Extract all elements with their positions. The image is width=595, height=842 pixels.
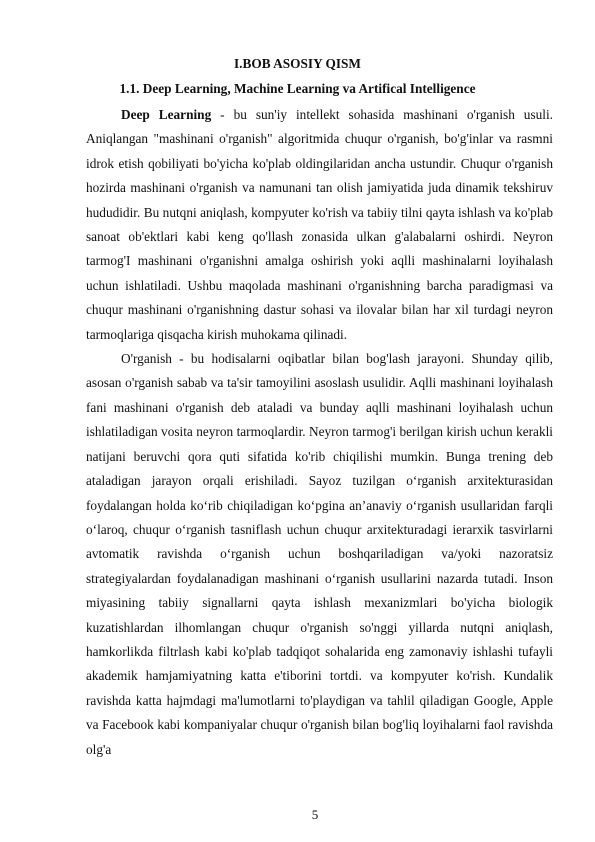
page-number: 5	[311, 807, 319, 822]
chapter-title: I.BOB ASOSIY QISM	[234, 56, 361, 71]
paragraph-2	[86, 347, 553, 762]
paragraph-1-text: - bu sun'iy intellekt sohasida mashinani o'rganish usuli. Aniqlangan "mashinani o'rganish" algoritmida chuqur o'rganish, bo'g'inlar va rasmni idrok etish qobiliyati bo'yicha ko'plab oldingilaridan ancha ustundir. Chuqur o'rganish hozirda mashinani o'rganish va namunani tan olish jamiyatida juda dinamik tekshiruv hududidir. Bu nutqni aniqlash, kompyuter ko'rish va tabiiy tilni qayta ishlash va ko'plab sanoat ob'ektlari kabi keng qo'llash zonasida ulkan g'alabalarni oshirdi. Neyron tarmog'I mashinani o'rganishni amalga oshirish yoki aqlli mashinalarni loyihalash uchun ishlatiladi. Ushbu maqolada mashinani o'rganishning barcha paradigmasi va chuqur mashinani o'rganishning dastur sohasi va ilovalar bilan har xil turdagi neyron tarmoqlariga qisqacha kirish muhokama qilinadi.	[86, 107, 553, 342]
paragraph-1	[86, 103, 553, 347]
body-text	[86, 103, 553, 762]
term-deep-learning: Deep Learning	[121, 107, 212, 122]
section-title: 1.1. Deep Learning, Machine Learning va Artifical Intelligence	[119, 81, 476, 96]
paragraph-2-text: O'rganish - bu hodisalarni oqibatlar bilan bog'lash jarayoni. Shunday qilib, asosan o'rganish sabab va ta'sir tamoyilini asoslash usulidir. Aqlli mashinani loyihalash fani mashinani o'rganish deb ataladi va bunday aqlli mashinani loyihalash uchun ishlatiladigan vosita neyron tarmoqlardir. Neyron tarmog'i berilgan kirish uchun kerakli natijani beruvchi qora quti sifatida ko'rib chiqilishi mumkin. Bunga trening deb ataladigan jarayon orqali erishiladi. Sayoz tuzilgan o‘rganish arxitekturasidan foydalangan holda ko‘rib chiqiladigan ko‘pgina an’anaviy o‘rganish usullaridan farqli o‘laroq, chuqur o‘rganish tasniflash uchun chuqur arxitekturadagi ierarxik tasvirlarni avtomatik ravishda o‘rganish uchun boshqariladigan va/yoki nazoratsiz strategiyalardan foydalanadigan mashinani o‘rganish usullarini nazarda tutadi. Inson miyasining tabiiy signallarni qayta ishlash mexanizmlari bo'yicha biologik kuzatishlardan ilhomlangan chuqur o'rganish so'nggi yillarda nutqni aniqlash, hamkorlikda filtrlash kabi ko'plab tadqiqot sohalarida eng zamonaviy ishlashi tufayli akademik hamjamiyatning katta e'tiborini tortdi. va kompyuter ko'rish. Kundalik ravishda katta hajmdagi ma'lumotlarni to'playdigan va tahlil qiladigan Google, Apple va Facebook kabi kompaniyalar chuqur o'rganish bilan bog'liq loyihalarni faol ravishda olg'a	[86, 351, 553, 757]
